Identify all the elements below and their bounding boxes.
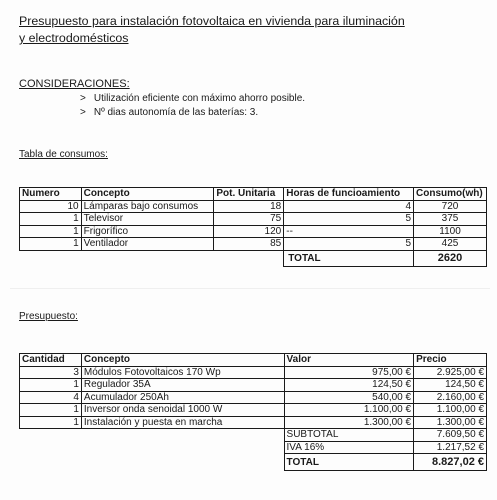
title-line-1: Presupuesto para instalación fotovoltaica en vivienda para iluminación (19, 14, 405, 28)
table-row (20, 404, 487, 417)
cell: Acumulador 250Ah (81, 391, 284, 404)
table-row (20, 416, 487, 429)
cell: 1 (20, 238, 82, 251)
divider (10, 288, 490, 289)
col-header: Concepto (81, 354, 284, 367)
cell: 2.925,00 € (414, 366, 487, 379)
title-line-2: y electrodomésticos (19, 31, 129, 45)
total-label: TOTAL (284, 250, 414, 266)
table-row (20, 238, 487, 251)
cell: 18 (214, 200, 284, 213)
cell: 5 (284, 213, 414, 226)
cell: -- (284, 225, 414, 238)
col-header: Valor (284, 354, 414, 367)
col-header: Pot. Unitaria (214, 188, 284, 201)
cell: 4 (284, 200, 414, 213)
cell: 3 (20, 366, 82, 379)
cell: 4 (20, 391, 82, 404)
cell: 975,00 € (284, 366, 414, 379)
col-header: Consumo(wh) (414, 188, 487, 201)
col-header: Numero (20, 188, 82, 201)
cell: 1 (20, 379, 82, 392)
considerations-heading: CONSIDERACIONES: (19, 78, 130, 90)
consideration-item: > Nº dias autonomía de las baterías: 3. (80, 106, 305, 120)
consumption-table (19, 187, 487, 267)
subtotal-value: 7.609,50 € (414, 429, 487, 442)
budget-heading: Presupuesto: (19, 311, 78, 322)
budget-total-value: 8.827,02 € (414, 454, 487, 471)
table-row (20, 213, 487, 226)
col-header: Concepto (81, 188, 214, 201)
subtotal-label: SUBTOTAL (284, 429, 414, 442)
cell: 124,50 € (414, 379, 487, 392)
cell: Frigorífico (81, 225, 214, 238)
cell: 1 (20, 404, 82, 417)
col-header: Precio (414, 354, 487, 367)
cell: 425 (414, 238, 487, 251)
table-header-row (20, 188, 487, 201)
document-title (19, 13, 459, 47)
consideration-item: > Utilización eficiente con máximo ahorro posible. (80, 92, 305, 106)
cell: Módulos Fotovoltaicos 170 Wp (81, 366, 284, 379)
table-row (20, 200, 487, 213)
cell: Instalación y puesta en marcha (81, 416, 284, 429)
cell: 120 (214, 225, 284, 238)
cell: 720 (414, 200, 487, 213)
cell: 85 (214, 238, 284, 251)
table-row (20, 379, 487, 392)
cell: 75 (214, 213, 284, 226)
cell: 1 (20, 225, 82, 238)
cell: 540,00 € (284, 391, 414, 404)
cell: 1100 (414, 225, 487, 238)
cell: Lámparas bajo consumos (81, 200, 214, 213)
cell: 124,50 € (284, 379, 414, 392)
cell: Televisor (81, 213, 214, 226)
total-row (20, 250, 487, 266)
cell: Inversor onda senoidal 1000 W (81, 404, 284, 417)
cell: 2.160,00 € (414, 391, 487, 404)
cell: 1.300,00 € (414, 416, 487, 429)
table-row (20, 391, 487, 404)
cell: 1 (20, 416, 82, 429)
cell: 1 (20, 213, 82, 226)
cell: 10 (20, 200, 82, 213)
cell: 375 (414, 213, 487, 226)
cell: Regulador 35A (81, 379, 284, 392)
budget-total-row (20, 454, 487, 471)
iva-label: IVA 16% (284, 441, 414, 454)
budget-total-label: TOTAL (284, 454, 414, 471)
subtotal-row (20, 429, 487, 442)
budget-table (19, 353, 487, 471)
col-header: Horas de funcioamiento (284, 188, 414, 201)
cell: 5 (284, 238, 414, 251)
table-row (20, 225, 487, 238)
iva-value: 1.217,52 € (414, 441, 487, 454)
cell: 1.100,00 € (414, 404, 487, 417)
consumption-heading: Tabla de consumos: (19, 149, 108, 160)
cell: 1.300,00 € (284, 416, 414, 429)
cell: Ventilador (81, 238, 214, 251)
table-header-row (20, 354, 487, 367)
iva-row (20, 441, 487, 454)
col-header: Cantidad (20, 354, 82, 367)
considerations-list (80, 92, 305, 120)
cell: 1.100,00 € (284, 404, 414, 417)
table-row (20, 366, 487, 379)
total-value: 2620 (414, 250, 487, 266)
